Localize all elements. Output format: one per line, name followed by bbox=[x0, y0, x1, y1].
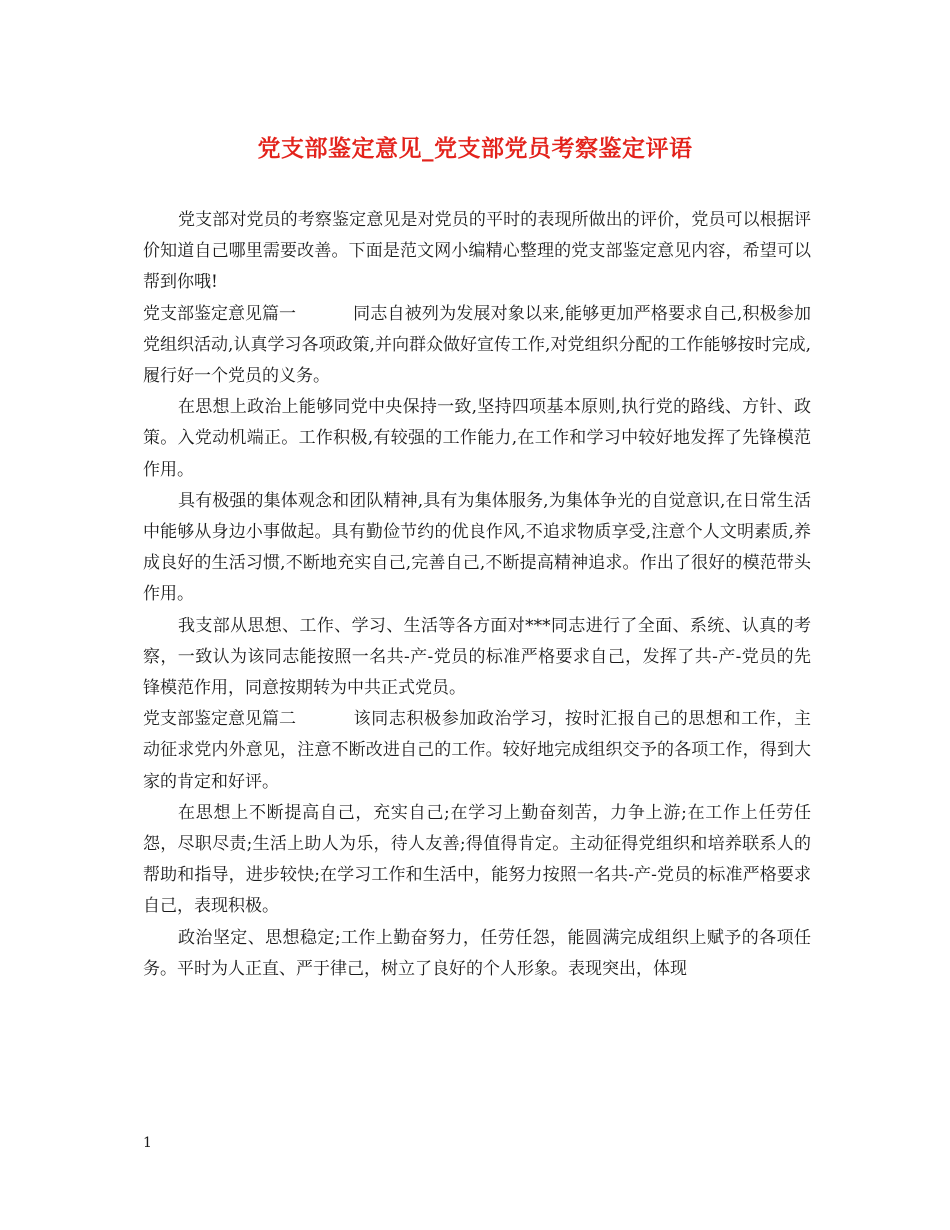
paragraph-intro bbox=[143, 205, 811, 299]
paragraph-text: 我支部从思想、工作、学习、生活等各方面对***同志进行了全面、系统、认真的考察，一致认为该同志能按照一名共-产-党员的标准严格要求自己，发挥了共-产-党员的先锋模范作用，同意按期转为中共正式党员。 bbox=[143, 615, 811, 699]
paragraph-text: 在思想上不断提高自己，充实自己;在学习上勤奋刻苦，力争上游;在工作上任劳任怨，尽职尽责;生活上助人为乐，待人友善;得值得肯定。主动征得党组织和培养联系人的帮助和指导，进步较快;在学习工作和生活中，能努力按照一名共-产-党员的标准严格要求自己，表现积极。 bbox=[143, 802, 811, 917]
section-heading: 党支部鉴定意见篇一 bbox=[143, 303, 296, 324]
paragraph-section-one bbox=[143, 299, 811, 393]
paragraph-text: 具有极强的集体观念和团队精神,具有为集体服务,为集体争光的自觉意识,在日常生活中能够从身边小事做起。具有勤俭节约的优良作风,不追求物质享受,注意个人文明素质,养成良好的生活习惯,不断地充实自己,完善自己,不断提高精神追求。作出了很好的模范带头作用。 bbox=[143, 490, 811, 605]
paragraph-text: 同志自被列为发展对象以来,能够更加严格要求自己,积极参加党组织活动,认真学习各项政策,并向群众做好宣传工作,对党组织分配的工作能够按时完成,履行好一个党员的义务。 bbox=[143, 303, 811, 387]
page-number: 1 bbox=[143, 1135, 152, 1151]
section-heading: 党支部鉴定意见篇二 bbox=[143, 709, 296, 730]
paragraph-text: 在思想上政治上能够同党中央保持一致,坚持四项基本原则,执行党的路线、方针、政策。入党动机端正。工作积极,有较强的工作能力,在工作和学习中较好地发挥了先锋模范作用。 bbox=[143, 397, 811, 480]
paragraph bbox=[143, 923, 811, 985]
document-body bbox=[143, 205, 811, 985]
paragraph-section-two bbox=[143, 704, 811, 798]
paragraph-text: 政治坚定、思想稳定;工作上勤奋努力，任劳任怨，能圆满完成组织上赋予的各项任务。平时为人正直、严于律己，树立了良好的个人形象。表现突出，体现 bbox=[143, 927, 811, 979]
paragraph-text: 该同志积极参加政治学习，按时汇报自己的思想和工作，主动征求党内外意见，注意不断改进自己的工作。较好地完成组织交予的各项工作，得到大家的肯定和好评。 bbox=[143, 709, 811, 792]
paragraph bbox=[143, 486, 811, 611]
paragraph bbox=[143, 611, 811, 705]
document-title: 党支部鉴定意见_党支部党员考察鉴定评语 bbox=[257, 135, 693, 162]
paragraph bbox=[143, 798, 811, 923]
paragraph-text: 党支部对党员的考察鉴定意见是对党员的平时的表现所做出的评价，党员可以根据评价知道自己哪里需要改善。下面是范文网小编精心整理的党支部鉴定意见内容，希望可以帮到你哦! bbox=[143, 210, 811, 293]
paragraph bbox=[143, 392, 811, 486]
